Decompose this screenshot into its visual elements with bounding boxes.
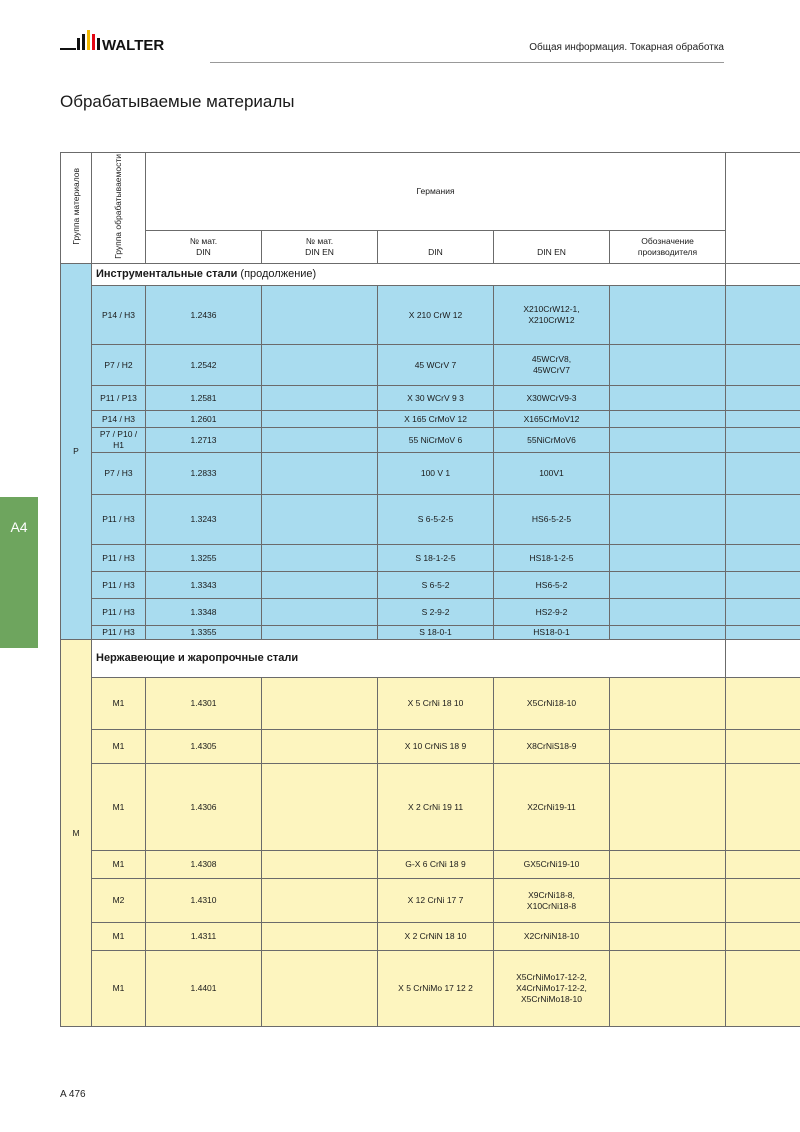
cell-din: S 6-5-2-5 [378, 495, 494, 545]
cell-next-country [726, 879, 800, 923]
cell-mat-din: 1.3355 [146, 626, 262, 640]
header-manufacturer: Обозначение производителя [610, 231, 726, 264]
cell-mat-din: 1.2581 [146, 386, 262, 411]
cell-machinability: M1 [92, 764, 146, 851]
cell-din-en: HS18-0-1 [494, 626, 610, 640]
cell-next-country [726, 545, 800, 572]
cell-next-country [726, 345, 800, 386]
cell-din: X 5 CrNi 18 10 [378, 678, 494, 730]
header-germany: Германия [146, 153, 726, 231]
cell-machinability: P7 / P10 / H1 [92, 428, 146, 453]
cell-mat-din: 1.4311 [146, 923, 262, 951]
cell-mat-din-en [262, 730, 378, 764]
cell-mat-din: 1.3255 [146, 545, 262, 572]
cell-mat-din-en [262, 411, 378, 428]
cell-mat-din-en [262, 453, 378, 495]
cell-din: X 165 CrMoV 12 [378, 411, 494, 428]
table-row [61, 678, 800, 730]
cell-din: 45 WCrV 7 [378, 345, 494, 386]
cell-din-en: HS18-1-2-5 [494, 545, 610, 572]
cell-next-country [726, 599, 800, 626]
cell-machinability: P11 / H3 [92, 545, 146, 572]
cell-manufacturer [610, 923, 726, 951]
cell-din-en: X8CrNiS18-9 [494, 730, 610, 764]
cell-next-country [726, 951, 800, 1027]
header-title: Общая информация. Токарная обработка [529, 42, 724, 53]
cell-mat-din-en [262, 678, 378, 730]
cell-manufacturer [610, 730, 726, 764]
cell-din-en: GX5CrNi19-10 [494, 851, 610, 879]
table-row [61, 572, 800, 599]
cell-din-en: X2CrNi19-11 [494, 764, 610, 851]
cell-din: X 5 CrNiMo 17 12 2 [378, 951, 494, 1027]
cell-mat-din-en [262, 764, 378, 851]
cell-din: S 18-0-1 [378, 626, 494, 640]
cell-mat-din: 1.4310 [146, 879, 262, 923]
cell-machinability: P14 / H3 [92, 286, 146, 345]
cell-manufacturer [610, 386, 726, 411]
cell-mat-din-en [262, 286, 378, 345]
cell-mat-din-en [262, 626, 378, 640]
table-row [61, 851, 800, 879]
cell-manufacturer [610, 428, 726, 453]
cell-mat-din-en [262, 951, 378, 1027]
cell-manufacturer [610, 879, 726, 923]
cell-mat-din-en [262, 572, 378, 599]
cell-machinability: P7 / H3 [92, 453, 146, 495]
table-row [61, 345, 800, 386]
section-title: Инструментальные стали (продолжение) [92, 264, 726, 286]
cell-manufacturer [610, 495, 726, 545]
cell-mat-din-en [262, 879, 378, 923]
cell-machinability: P11 / H3 [92, 495, 146, 545]
material-group-p: P [61, 264, 92, 640]
cell-machinability: P7 / H2 [92, 345, 146, 386]
cell-din-en: 45WCrV8, 45WCrV7 [494, 345, 610, 386]
cell-mat-din-en [262, 495, 378, 545]
cell-din: X 2 CrNi 19 11 [378, 764, 494, 851]
cell-machinability: M1 [92, 951, 146, 1027]
cell-din-en: X9CrNi18-8, X10CrNi18-8 [494, 879, 610, 923]
cell-din-en: 55NiCrMoV6 [494, 428, 610, 453]
cell-next-country [726, 923, 800, 951]
cell-next-country [726, 572, 800, 599]
section-next-country [726, 640, 800, 678]
table-row [61, 428, 800, 453]
brand-name: WALTER [102, 37, 165, 54]
table-row [61, 764, 800, 851]
cell-next-country [726, 386, 800, 411]
cell-machinability: P14 / H3 [92, 411, 146, 428]
cell-din-en: X30WCrV9-3 [494, 386, 610, 411]
chapter-tab [0, 497, 38, 648]
table-row [61, 951, 800, 1027]
cell-mat-din: 1.2833 [146, 453, 262, 495]
cell-din: X 30 WCrV 9 3 [378, 386, 494, 411]
cell-mat-din: 1.2601 [146, 411, 262, 428]
cell-din: X 10 CrNiS 18 9 [378, 730, 494, 764]
materials-table [60, 152, 800, 1027]
table-row [61, 730, 800, 764]
section-next-country [726, 264, 800, 286]
cell-machinability: P11 / H3 [92, 572, 146, 599]
header-mat-din: № мат. DIN [146, 231, 262, 264]
cell-din: S 18-1-2-5 [378, 545, 494, 572]
cell-next-country [726, 626, 800, 640]
table-row [61, 599, 800, 626]
cell-mat-din-en [262, 428, 378, 453]
cell-mat-din-en [262, 923, 378, 951]
walter-logo [60, 30, 200, 60]
cell-manufacturer [610, 951, 726, 1027]
cell-machinability: P11 / H3 [92, 599, 146, 626]
cell-din: X 12 CrNi 17 7 [378, 879, 494, 923]
table-row [61, 626, 800, 640]
header-din-en: DIN EN [494, 231, 610, 264]
cell-mat-din: 1.4308 [146, 851, 262, 879]
cell-next-country [726, 851, 800, 879]
cell-din-en: HS6-5-2 [494, 572, 610, 599]
section-row [61, 640, 800, 678]
header-mat-din-en: № мат. DIN EN [262, 231, 378, 264]
cell-mat-din: 1.2542 [146, 345, 262, 386]
cell-mat-din: 1.4306 [146, 764, 262, 851]
cell-mat-din-en [262, 345, 378, 386]
section-row [61, 264, 800, 286]
cell-manufacturer [610, 286, 726, 345]
table-row [61, 411, 800, 428]
cell-din: X 210 CrW 12 [378, 286, 494, 345]
table-row [61, 286, 800, 345]
cell-din-en: X5CrNi18-10 [494, 678, 610, 730]
cell-din: 100 V 1 [378, 453, 494, 495]
page-number: A 476 [60, 1089, 86, 1100]
cell-mat-din: 1.2436 [146, 286, 262, 345]
cell-mat-din-en [262, 851, 378, 879]
cell-din-en: X210CrW12-1, X210CrW12 [494, 286, 610, 345]
cell-mat-din-en [262, 386, 378, 411]
cell-mat-din-en [262, 545, 378, 572]
cell-din-en: HS2-9-2 [494, 599, 610, 626]
cell-manufacturer [610, 599, 726, 626]
cell-din: S 6-5-2 [378, 572, 494, 599]
table-row [61, 923, 800, 951]
cell-machinability: M1 [92, 923, 146, 951]
cell-din: 55 NiCrMoV 6 [378, 428, 494, 453]
cell-next-country [726, 428, 800, 453]
cell-mat-din: 1.4301 [146, 678, 262, 730]
header-din: DIN [378, 231, 494, 264]
table-row [61, 545, 800, 572]
cell-machinability: M1 [92, 730, 146, 764]
cell-mat-din: 1.3343 [146, 572, 262, 599]
cell-manufacturer [610, 678, 726, 730]
table-row [61, 879, 800, 923]
cell-din-en: X2CrNiN18-10 [494, 923, 610, 951]
cell-machinability: M2 [92, 879, 146, 923]
cell-din-en: HS6-5-2-5 [494, 495, 610, 545]
cell-machinability: M1 [92, 678, 146, 730]
page-title: Обрабатываемые материалы [60, 92, 295, 111]
cell-manufacturer [610, 626, 726, 640]
cell-next-country [726, 495, 800, 545]
header-group-materials: Группа материалов [61, 153, 92, 264]
cell-manufacturer [610, 411, 726, 428]
header-next-country [726, 153, 800, 264]
cell-din-en: 100V1 [494, 453, 610, 495]
cell-mat-din: 1.4401 [146, 951, 262, 1027]
cell-mat-din-en [262, 599, 378, 626]
cell-next-country [726, 453, 800, 495]
chapter-tab-label: A4 [10, 519, 28, 535]
cell-manufacturer [610, 764, 726, 851]
table-row [61, 495, 800, 545]
cell-din-en: X165CrMoV12 [494, 411, 610, 428]
cell-din: X 2 CrNiN 18 10 [378, 923, 494, 951]
cell-din-en: X5CrNiMo17-12-2, X4CrNiMo17-12-2, X5CrNiMo18-10 [494, 951, 610, 1027]
cell-manufacturer [610, 453, 726, 495]
table-row [61, 453, 800, 495]
header-rule [210, 62, 724, 63]
table-row [61, 386, 800, 411]
cell-mat-din: 1.3348 [146, 599, 262, 626]
cell-machinability: P11 / P13 [92, 386, 146, 411]
cell-next-country [726, 730, 800, 764]
cell-manufacturer [610, 545, 726, 572]
cell-next-country [726, 411, 800, 428]
section-title: Нержавеющие и жаропрочные стали [92, 640, 726, 678]
material-group-m: M [61, 640, 92, 1027]
cell-manufacturer [610, 572, 726, 599]
cell-next-country [726, 764, 800, 851]
cell-din: S 2-9-2 [378, 599, 494, 626]
cell-mat-din: 1.3243 [146, 495, 262, 545]
cell-mat-din: 1.2713 [146, 428, 262, 453]
cell-manufacturer [610, 851, 726, 879]
cell-machinability: P11 / H3 [92, 626, 146, 640]
cell-next-country [726, 678, 800, 730]
cell-mat-din: 1.4305 [146, 730, 262, 764]
cell-din: G-X 6 CrNi 18 9 [378, 851, 494, 879]
cell-machinability: M1 [92, 851, 146, 879]
header-group-machinability: Группа обрабатываемости [92, 153, 146, 264]
cell-manufacturer [610, 345, 726, 386]
cell-next-country [726, 286, 800, 345]
